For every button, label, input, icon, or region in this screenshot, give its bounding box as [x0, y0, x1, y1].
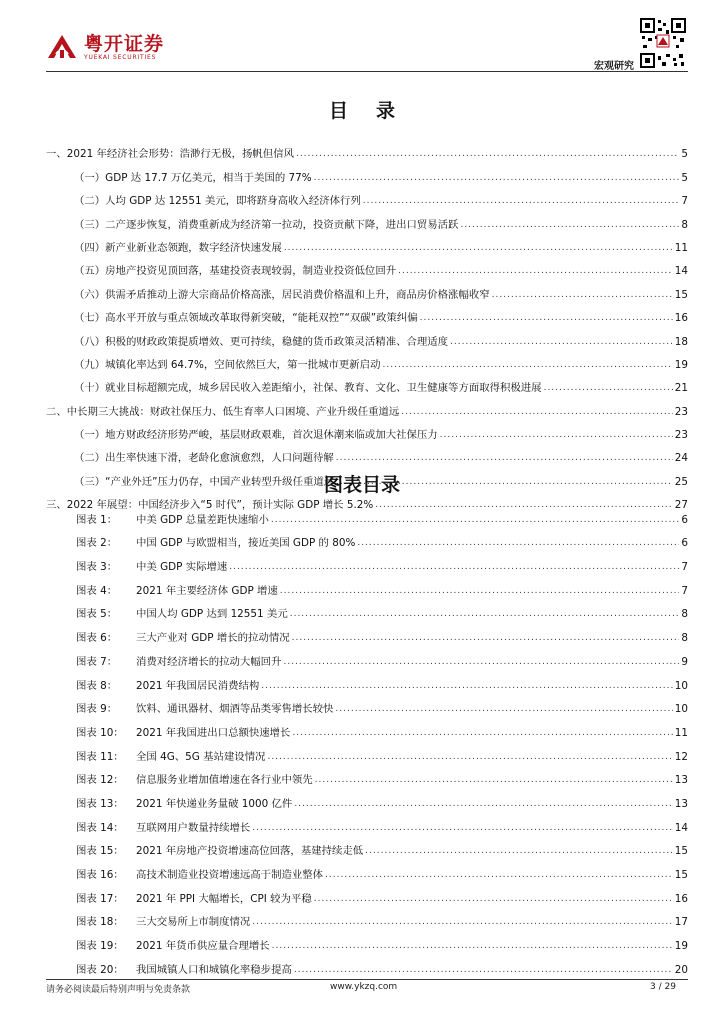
figure-entry-page: 19: [674, 940, 688, 953]
figure-leader-dots: [290, 608, 680, 621]
brand-name-cn: 粤开证券: [84, 33, 165, 55]
figure-leader-dots: [252, 822, 672, 835]
figure-leader-dots: [315, 774, 673, 787]
figure-entry-text: 2021 年货币供应量合理增长: [136, 940, 270, 953]
figure-entry-label: 图表 12：: [76, 774, 124, 787]
figure-entry-label: 图表 17：: [76, 892, 124, 905]
toc-leader-dots: [460, 219, 679, 232]
figure-entry-text: 消费对经济增长的拉动大幅回升: [136, 655, 282, 668]
figure-leader-dots: [365, 845, 673, 858]
figure-entry-label: 图表 8：: [76, 679, 118, 692]
toc-leader-dots: [420, 312, 673, 325]
figure-entry-label: 图表 9：: [76, 703, 118, 716]
yuekai-logo-icon: [46, 34, 78, 62]
toc-entry-page: 16: [674, 312, 688, 325]
figure-leader-dots: [267, 751, 672, 764]
toc-entry-page: 18: [674, 335, 688, 348]
toc-entry-page: 11: [674, 241, 688, 254]
toc-leader-dots: [336, 452, 673, 465]
figure-entry[interactable]: [76, 503, 688, 527]
footer-website[interactable]: www.ykzq.com: [330, 982, 398, 992]
toc-entry[interactable]: [46, 325, 688, 348]
figure-leader-dots: [294, 798, 672, 811]
figure-entry-text: 中国 GDP 与欧盟相当，接近美国 GDP 的 80%: [136, 537, 356, 550]
figure-leader-dots: [280, 585, 680, 598]
toc-leader-dots: [398, 265, 673, 278]
figure-entry-text: 2021 年我国居民消费结构: [136, 679, 260, 692]
figure-entry-page: 6: [681, 537, 688, 550]
figure-entry[interactable]: [76, 550, 688, 574]
figure-entry-label: 图表 2：: [76, 537, 118, 550]
toc-entry-text: 三、2022 年展望：中国经济步入“5 时代”，预计实际 GDP 增长 5.2%: [46, 499, 374, 512]
figure-entry-label: 图表 7：: [76, 655, 118, 668]
figure-leader-dots: [325, 869, 673, 882]
figure-entry-page: 15: [674, 845, 688, 858]
figure-entry-text: 2021 年主要经济体 GDP 增速: [136, 584, 278, 597]
figure-entry[interactable]: [76, 574, 688, 598]
report-type-label: 宏观研究: [594, 61, 634, 72]
figure-entry[interactable]: [76, 716, 688, 740]
figure-entry-label: 图表 1：: [76, 513, 118, 526]
figure-entry-label: 图表 20：: [76, 963, 124, 976]
figure-entry[interactable]: [76, 882, 688, 906]
figure-entry-page: 9: [681, 655, 688, 668]
figure-entry-page: 8: [681, 608, 688, 621]
toc-entry-page: 21: [674, 382, 688, 395]
toc-entry-text: （一）地方财政经济形势严峻，基层财政艰难，首次退休潮来临或加大社保压力: [74, 429, 438, 442]
figure-entry[interactable]: [76, 858, 688, 882]
toc-leader-dots: [296, 148, 679, 161]
table-of-contents: [46, 138, 688, 512]
figure-entry[interactable]: [76, 645, 688, 669]
figure-leader-dots: [357, 537, 679, 550]
toc-entry-text: 一、2021 年经济社会形势：浩渺行无极，扬帆但信风: [46, 148, 294, 161]
toc-leader-dots: [314, 172, 680, 185]
footer-disclaimer: 请务必阅读最后特别声明与免责条款: [46, 985, 191, 995]
toc-entry-page: 25: [674, 475, 688, 488]
figure-entry-text: 中美 GDP 实际增速: [136, 561, 228, 574]
figure-entry[interactable]: [76, 906, 688, 930]
toc-entry-page: 23: [674, 429, 688, 442]
figure-entry[interactable]: [76, 669, 688, 693]
figure-entry-text: 我国城镇人口和城镇化率稳步提高: [136, 963, 292, 976]
toc-entry[interactable]: [46, 419, 688, 442]
figure-entry-text: 互联网用户数量持续增长: [136, 821, 251, 834]
figure-entry-page: 10: [674, 703, 688, 716]
toc-entry-text: （一）GDP 达 17.7 万亿美元，相当于美国的 77%: [74, 171, 312, 184]
toc-entry[interactable]: [46, 208, 688, 231]
toc-entry-text: （五）房地产投资见顶回落，基建投资表现较弱，制造业投资低位回升: [74, 265, 397, 278]
toc-entry[interactable]: [46, 161, 688, 184]
footer-divider: [46, 979, 688, 980]
figure-leader-dots: [272, 940, 673, 953]
toc-entry-page: 19: [674, 358, 688, 371]
figure-leader-dots: [261, 680, 673, 693]
figure-entry-page: 16: [674, 892, 688, 905]
figure-leader-dots: [271, 514, 680, 527]
figure-entry-text: 2021 年 PPI 大幅增长，CPI 较为平稳: [136, 892, 312, 905]
toc-entry-page: 24: [674, 452, 688, 465]
figure-entry-label: 图表 13：: [76, 797, 124, 810]
toc-entry-text: （十）就业目标超额完成，城乡居民收入差距缩小，社保、教育、文化、卫生健康等方面取得积极进展: [74, 382, 542, 395]
figure-entry[interactable]: [76, 740, 688, 764]
figure-entry-text: 三大产业对 GDP 增长的拉动情况: [136, 632, 290, 645]
toc-entry-page: 7: [681, 195, 688, 208]
toc-entry-page: 14: [674, 265, 688, 278]
figure-entry-label: 图表 4：: [76, 584, 118, 597]
figure-entry-label: 图表 11：: [76, 750, 124, 763]
toc-leader-dots: [382, 359, 672, 372]
toc-entry-text: （二）出生率快速下滑，老龄化愈演愈烈，人口问题待解: [74, 452, 334, 465]
toc-entry-page: 5: [681, 148, 688, 161]
figure-entry[interactable]: [76, 621, 688, 645]
figure-entry-page: 7: [681, 561, 688, 574]
figure-leader-dots: [314, 893, 673, 906]
figure-entry-page: 14: [674, 821, 688, 834]
toc-leader-dots: [363, 195, 680, 208]
figure-entry-text: 2021 年房地产投资增速高位回落，基建持续走低: [136, 845, 364, 858]
toc-entry-page: 23: [674, 405, 688, 418]
toc-entry-text: （三）“产业外迁”压力仍存，中国产业转型升级任重道远: [74, 475, 335, 488]
toc-entry[interactable]: [46, 349, 688, 372]
brand-name-en: YUEKAI SECURITIES: [84, 54, 157, 61]
figure-entry-text: 2021 年快递业务量破 1000 亿件: [136, 797, 293, 810]
toc-entry-page: 27: [674, 499, 688, 512]
figure-list-title: 图表目录: [323, 474, 400, 496]
figure-list: [76, 503, 688, 977]
page-header: [0, 0, 724, 78]
figure-entry[interactable]: [76, 527, 688, 551]
toc-entry[interactable]: [46, 278, 688, 301]
toc-leader-dots: [284, 242, 673, 255]
figure-entry-label: 图表 18：: [76, 916, 124, 929]
qr-code-icon: [640, 18, 686, 68]
figure-entry-page: 13: [674, 797, 688, 810]
toc-entry[interactable]: [46, 372, 688, 395]
toc-entry[interactable]: [46, 232, 688, 255]
toc-entry[interactable]: [46, 442, 688, 465]
figure-entry-text: 三大交易所上市制度情况: [136, 916, 251, 929]
figure-entry-page: 8: [681, 632, 688, 645]
toc-leader-dots: [401, 406, 672, 419]
footer-page-number: 3 / 29: [650, 982, 676, 992]
figure-leader-dots: [335, 703, 672, 716]
figure-entry-label: 图表 6：: [76, 632, 118, 645]
figure-entry-label: 图表 14：: [76, 821, 124, 834]
figure-entry-page: 7: [681, 584, 688, 597]
brand-logo: [46, 34, 164, 62]
figure-leader-dots: [294, 964, 673, 977]
toc-entry-page: 8: [681, 218, 688, 231]
toc-leader-dots: [492, 289, 673, 302]
figure-entry[interactable]: [76, 953, 688, 977]
toc-entry-text: （八）积极的财政政策提质增效、更可持续，稳健的货币政策灵活精准、合理适度: [74, 335, 449, 348]
figure-leader-dots: [283, 656, 679, 669]
toc-entry-text: （三）二产逐步恢复，消费重新成为经济第一拉动，投资贡献下降，进出口贸易活跃: [74, 218, 459, 231]
figure-entry-label: 图表 16：: [76, 869, 124, 881]
figure-entry-text: 全国 4G、5G 基站建设情况: [136, 750, 266, 763]
toc-entry-text: 二、中长期三大挑战：财政社保压力、低生育率人口困境、产业升级任重道远: [46, 405, 400, 418]
figure-entry-text: 中美 GDP 总量差距快速缩小: [136, 513, 269, 526]
toc-title: 目 录: [328, 100, 396, 122]
toc-entry-text: （九）城镇化率达到 64.7%，空间依然巨大，第一批城市更新启动: [74, 358, 381, 371]
figure-entry[interactable]: [76, 764, 688, 788]
figure-entry-text: 中国人均 GDP 达到 12551 美元: [136, 608, 288, 621]
figure-entry[interactable]: [76, 693, 688, 717]
figure-entry[interactable]: [76, 811, 688, 835]
figure-entry-label: 图表 5：: [76, 608, 118, 621]
figure-entry-page: 11: [674, 726, 688, 739]
figure-entry-page: 13: [674, 774, 688, 787]
figure-leader-dots: [229, 561, 679, 574]
figure-entry-page: 10: [674, 679, 688, 692]
toc-leader-dots: [544, 382, 673, 395]
toc-entry-text: （七）高水平开放与重点领域改革取得新突破，“能耗双控”“双碳”政策纠偏: [74, 312, 418, 325]
figure-leader-dots: [292, 632, 680, 645]
figure-entry-page: 15: [674, 869, 688, 881]
figure-leader-dots: [252, 916, 672, 929]
toc-entry[interactable]: [46, 138, 688, 161]
figure-entry[interactable]: [76, 598, 688, 622]
figure-entry-label: 图表 19：: [76, 940, 124, 953]
toc-leader-dots: [450, 336, 673, 349]
figure-entry-label: 图表 3：: [76, 561, 118, 574]
toc-entry[interactable]: [46, 185, 688, 208]
toc-entry-text: （四）新产业新业态领跑，数字经济快速发展: [74, 241, 282, 254]
figure-entry-page: 17: [674, 916, 688, 929]
figure-entry-text: 饮料、通讯器材、烟酒等品类零售增长较快: [136, 703, 334, 716]
figure-entry-label: 图表 15：: [76, 845, 124, 858]
toc-entry-text: （六）供需矛盾推动上游大宗商品价格高涨，居民消费价格温和上升，商品房价格涨幅收窄: [74, 288, 490, 301]
figure-entry[interactable]: [76, 787, 688, 811]
figure-entry[interactable]: [76, 929, 688, 953]
toc-leader-dots: [440, 429, 673, 442]
toc-entry[interactable]: [46, 395, 688, 418]
figure-entry-text: 信息服务业增加值增速在各行业中领先: [136, 774, 313, 787]
figure-entry-page: 20: [674, 963, 688, 976]
figure-entry-text: 高技术制造业投资增速远高于制造业整体: [136, 869, 324, 881]
toc-entry-page: 5: [681, 171, 688, 184]
toc-entry[interactable]: [46, 255, 688, 278]
figure-entry-page: 6: [681, 513, 688, 526]
figure-entry[interactable]: [76, 835, 688, 859]
toc-entry-page: 15: [674, 288, 688, 301]
figure-entry-label: 图表 10：: [76, 726, 124, 739]
figure-entry-text: 2021 年我国进出口总额快速增长: [136, 726, 291, 739]
header-divider: [46, 71, 688, 72]
figure-entry-page: 12: [674, 750, 688, 763]
figure-leader-dots: [292, 727, 672, 740]
toc-entry[interactable]: [46, 302, 688, 325]
toc-entry-text: （二）人均 GDP 达 12551 美元，即将跻身高收入经济体行列: [74, 195, 361, 208]
